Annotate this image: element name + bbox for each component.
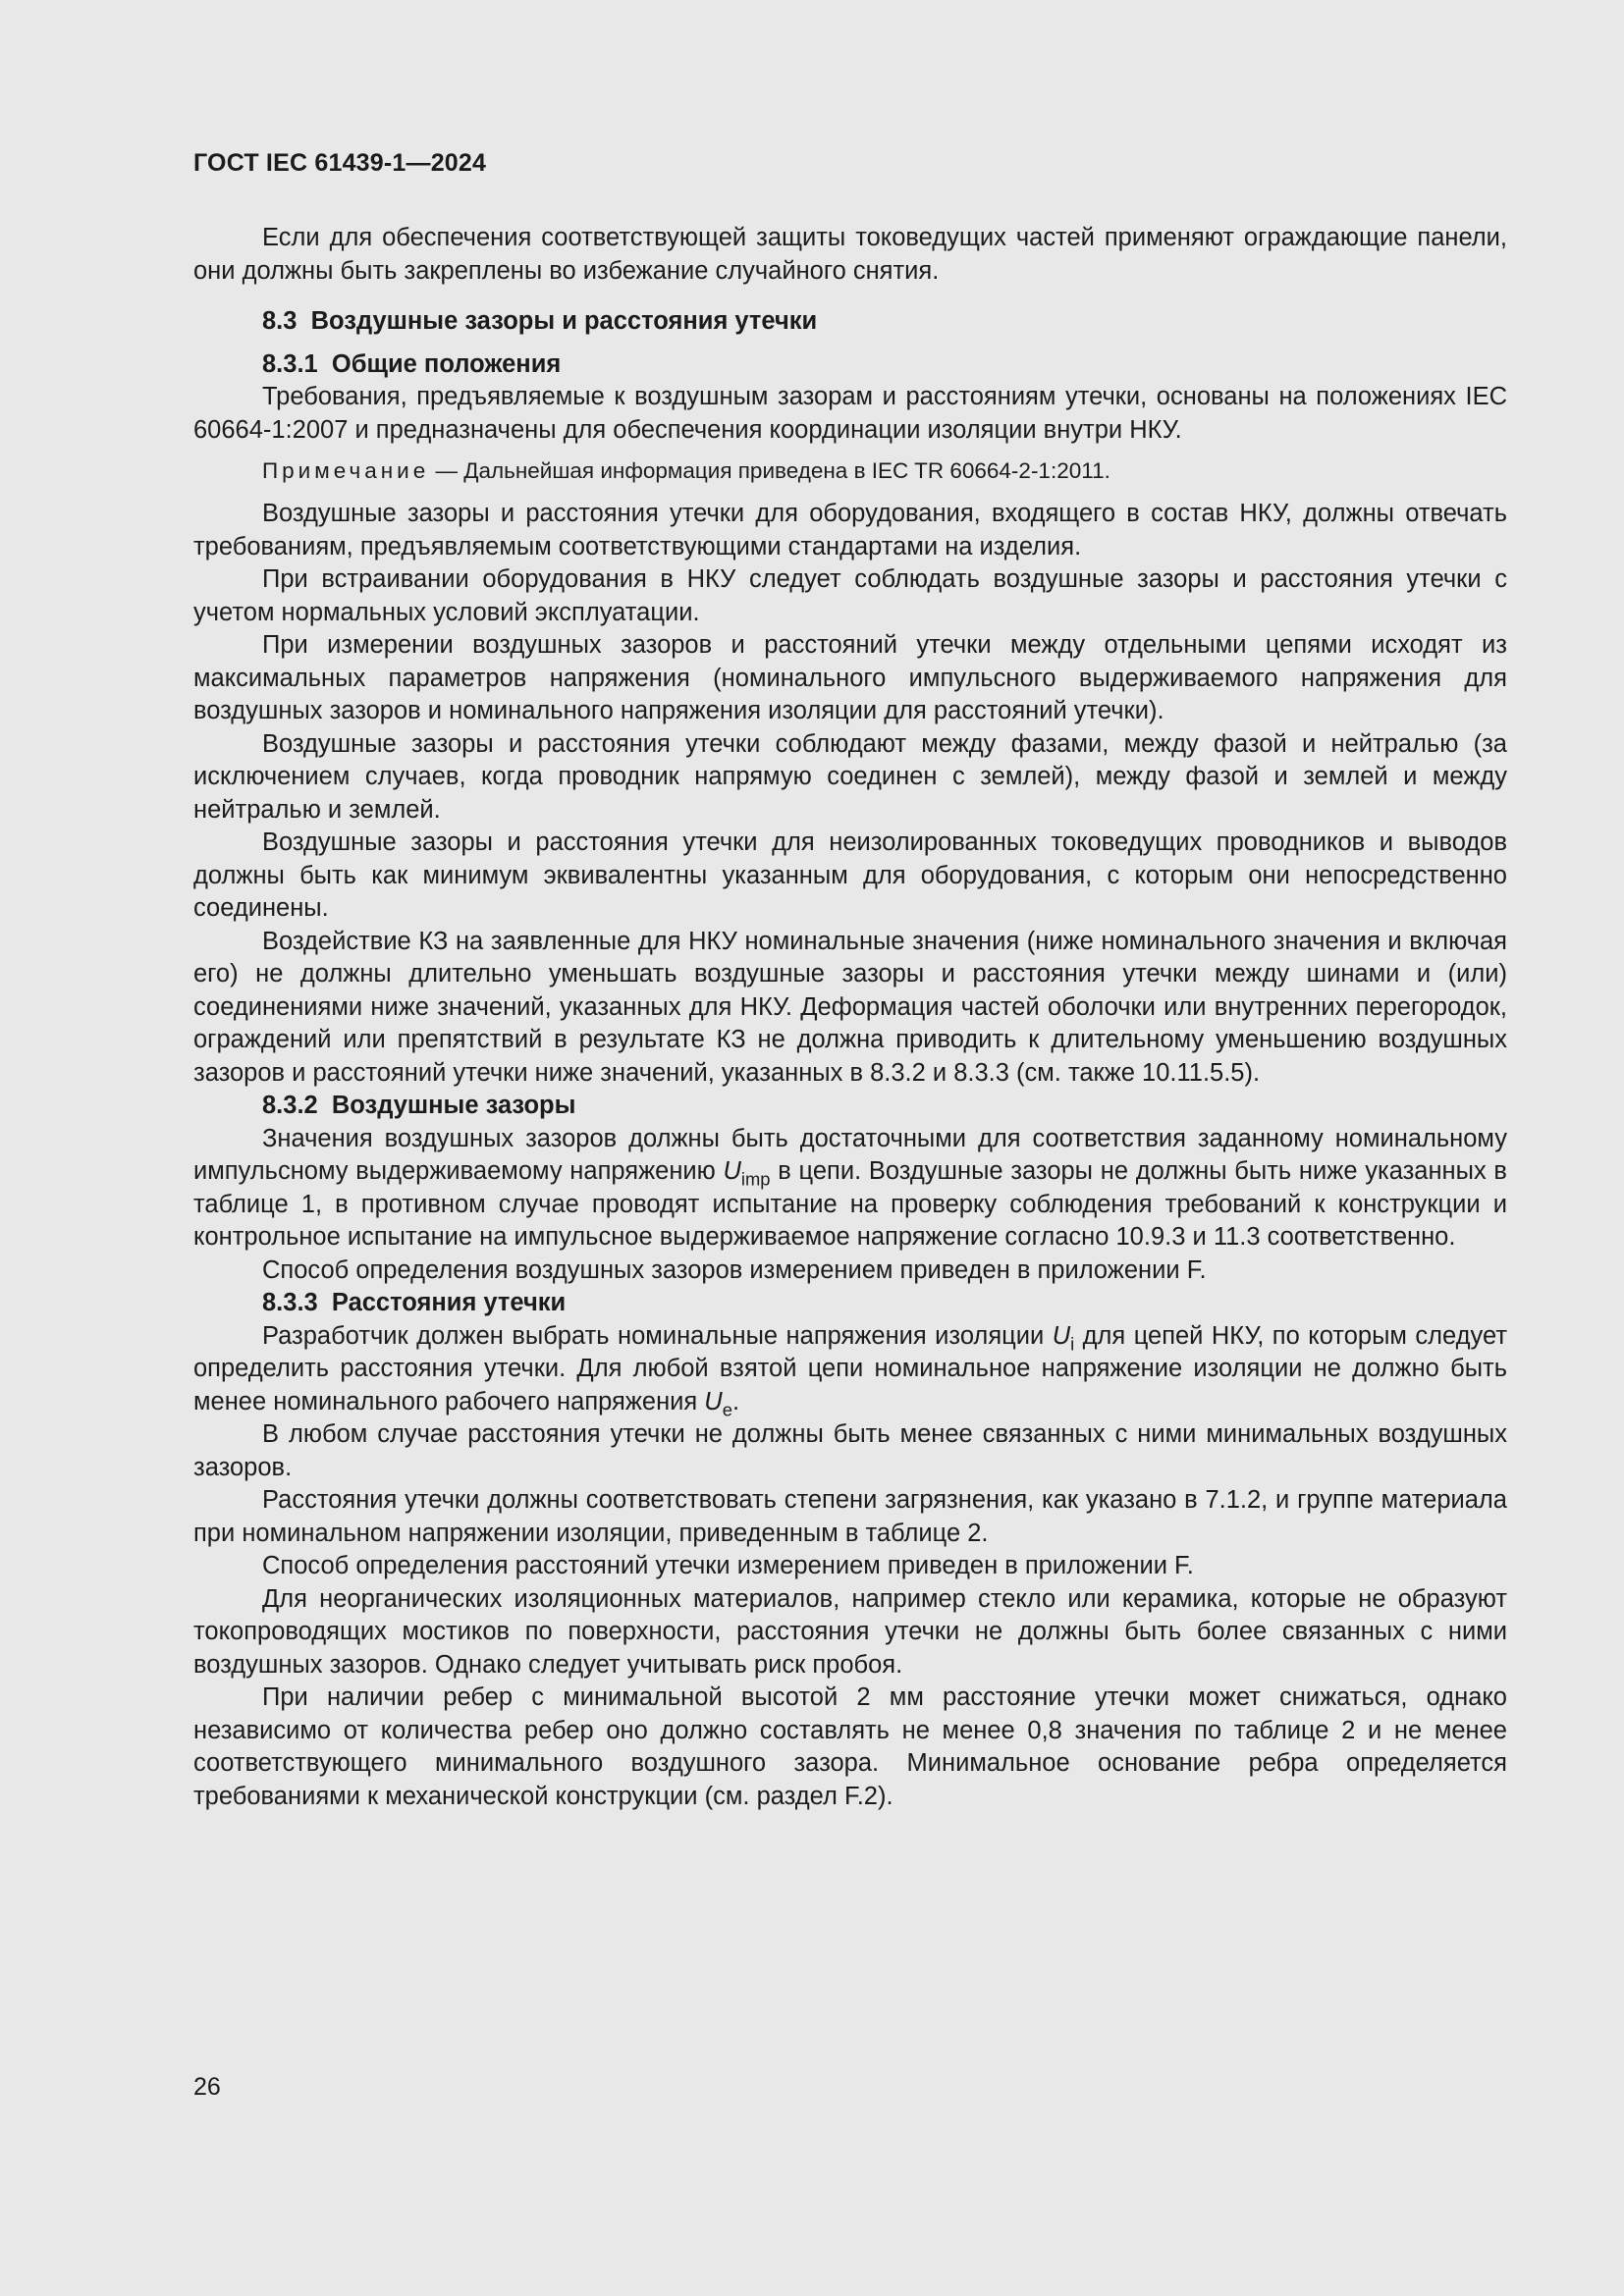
paragraph: При измерении воздушных зазоров и расстояний утечки между отдельными цепями исходят из максимальных параметров напряжения (номинального импульсного выдерживаемого напряжения для воздушных зазоров и номинального напряжения изоляции для расстояний утечки). (193, 631, 1507, 724)
section-number: 8.3.3 (262, 1289, 318, 1316)
paragraph: Воздушные зазоры и расстояния утечки соблюдают между фазами, между фазой и нейтралью (за исключением случаев, когда проводник напрямую соединен с землей), между фазой и землей и между нейтралью и землей. (193, 729, 1507, 824)
text-run: для цепей НКУ, по которым следует определить расстояния утечки. Для любой взятой цепи номинальное напряжение изоляции не должно быть менее номинального рабочего напряжения (193, 1321, 1507, 1415)
paragraph (193, 1123, 1507, 1255)
section-title: Воздушные зазоры (331, 1092, 576, 1119)
paragraph: Расстояния утечки должны соответствовать степени загрязнения, как указано в 7.1.2, и группе материала при номинальном напряжении изоляции, приведенным в таблице 2. (193, 1486, 1507, 1547)
section-number: 8.3.2 (262, 1092, 318, 1119)
paragraph: Способ определения воздушных зазоров измерением приведен в приложении F. (262, 1255, 1207, 1284)
subscript-i: i (1070, 1332, 1075, 1354)
intro-paragraph: Если для обеспечения соответствующей защиты токоведущих частей применяют ограждающие панели, они должны быть закреплены во избежание случайного снятия. (193, 224, 1507, 285)
paragraph: Воздушные зазоры и расстояния утечки для оборудования, входящего в состав НКУ, должны отвечать требованиям, предъявляемым соответствующими стандартами на изделия. (193, 500, 1507, 561)
paragraph: Требования, предъявляемые к воздушным зазорам и расстояниям утечки, основаны на положениях IEC 60664-1:2007 и предназначены для обеспечения координации изоляции внутри НКУ. (193, 383, 1507, 444)
paragraph: Способ определения расстояний утечки измерением приведен в приложении F. (262, 1552, 1194, 1579)
document-header: ГОСТ IEC 61439-1—2024 (193, 149, 487, 177)
subscript-imp: imp (740, 1168, 771, 1190)
paragraph: Воздушные зазоры и расстояния утечки для неизолированных токоведущих проводников и выводов должны быть как минимум эквивалентны указанным для оборудования, с которым они непосредственно соединены. (193, 828, 1507, 922)
text-run: Значения воздушных зазоров должны быть достаточными для соответствия заданному номинальному импульсному выдерживаемому напряжению (193, 1124, 1507, 1185)
section-8-3-1-heading (262, 348, 1507, 382)
paragraph: Для неорганических изоляционных материалов, например стекло или керамика, которые не образуют токопроводящих мостиков по поверхности, расстояния утечки не должны быть более связанных с ними воздушных зазоров. Однако следует учитывать риск пробоя. (193, 1584, 1507, 1679)
section-8-3-heading (262, 305, 1507, 339)
note (262, 456, 1507, 486)
page-number: 26 (193, 2073, 221, 2101)
text-run: в цепи. Воздушные зазоры не должны быть ниже указанных в таблице 1, в противном случае проводят испытание на проверку соблюдения требований к конструкции и контрольное испытание на импульсное выдерживаемое напряжение согласно 10.9.3 и 11.3 соответственно. (193, 1157, 1507, 1251)
subscript-e: e (722, 1398, 732, 1419)
symbol-U: U (723, 1157, 741, 1185)
section-number: 8.3 (262, 307, 298, 335)
paragraph (193, 1320, 1507, 1419)
section-title: Воздушные зазоры и расстояния утечки (310, 307, 818, 335)
section-8-3-2-heading (262, 1090, 1507, 1123)
symbol-U: U (1052, 1321, 1071, 1350)
section-title: Общие положения (331, 349, 562, 378)
text-run: Разработчик должен выбрать номинальные напряжения изоляции (262, 1321, 1053, 1350)
section-number: 8.3.1 (262, 349, 318, 378)
paragraph: При встраивании оборудования в НКУ следует соблюдать воздушные зазоры и расстояния утечки с учетом нормальных условий эксплуатации. (193, 565, 1507, 626)
section-8-3-3-heading (262, 1287, 1507, 1320)
note-label: Примечание (262, 458, 430, 483)
document-body (193, 222, 1507, 1813)
paragraph: В любом случае расстояния утечки не должны быть менее связанных с ними минимальных воздушных зазоров. (193, 1420, 1507, 1481)
note-text: — Дальнейшая информация приведена в IEC TR 60664-2-1:2011. (429, 458, 1110, 483)
paragraph: При наличии ребер с минимальной высотой 2 мм расстояние утечки может снижаться, однако независимо от количества ребер оно должно составлять не менее 0,8 значения по таблице 2 и не менее соответствующего минимального воздушного зазора. Минимальное основание ребра определяется требованиями к механической конструкции (см. раздел F.2). (193, 1683, 1507, 1810)
text-run: . (731, 1387, 740, 1415)
symbol-U: U (704, 1387, 723, 1415)
paragraph: Воздействие КЗ на заявленные для НКУ номинальные значения (ниже номинального значения и включая его) не должны длительно уменьшать воздушные зазоры и расстояния утечки между шинами и (или) соединениями ниже значений, указанных для НКУ. Деформация частей оболочки или внутренних перегородок, ограждений или препятствий в результате КЗ не должна приводить к длительному уменьшению воздушных зазоров и расстояний утечки ниже значений, указанных в 8.3.2 и 8.3.3 (см. также 10.11.5.5). (193, 927, 1507, 1087)
section-title: Расстояния утечки (331, 1289, 567, 1316)
